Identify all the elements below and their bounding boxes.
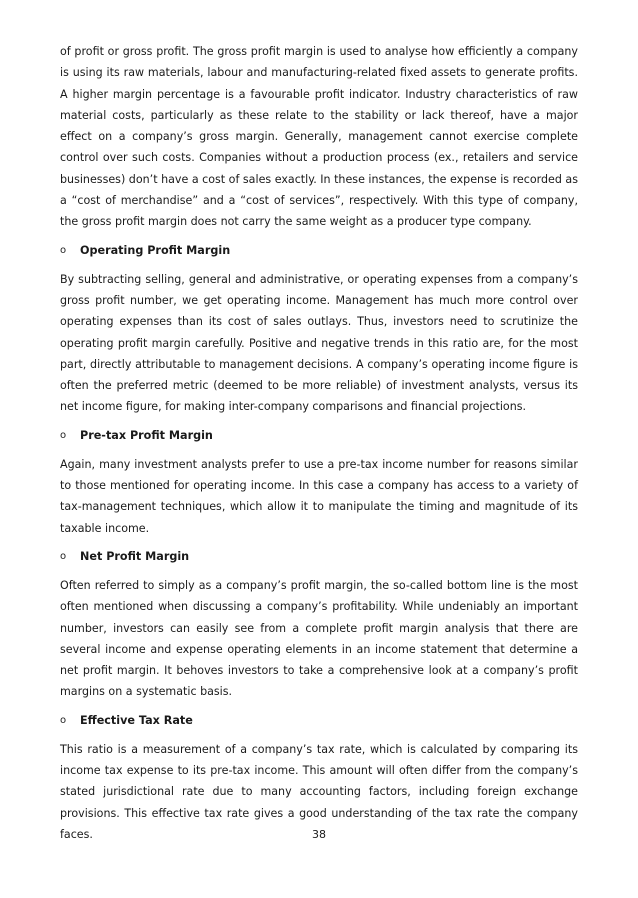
page-number: 38 xyxy=(312,828,326,841)
bullet-icon: o xyxy=(60,715,67,727)
section-heading-operating-profit-margin xyxy=(60,242,578,260)
bullet-icon: o xyxy=(60,551,67,563)
document-page xyxy=(60,41,578,845)
section-heading-pre-tax-profit-margin xyxy=(60,427,578,445)
section-heading-net-profit-margin xyxy=(60,548,578,566)
section-heading-effective-tax-rate xyxy=(60,712,578,730)
section-heading-label: Operating Profit Margin xyxy=(80,244,231,258)
section-body-effective-tax-rate: This ratio is a measurement of a company’s tax rate, which is calculated by comparing its income tax expense to its pre-tax income. This amount will often differ from the company’s stated jurisdictional rate due to many accounting factors, including foreign exchange provisions. This effective tax rate gives a good understanding of the tax rate the company faces. xyxy=(60,742,578,841)
intro-paragraph: of profit or gross profit. The gross profit margin is used to analyse how efficiently a company is using its raw materials, labour and manufacturing-related fixed assets to generate profits. A higher margin percentage is a favourable profit indicator. Industry characteristics of raw material costs, particularly as these relate to the stability or lack thereof, have a major effect on a company’s gross margin. Generally, management cannot exercise complete control over such costs. Companies without a production process (ex., retailers and service businesses) don’t have a cost of sales exactly. In these instances, the expense is recorded as a “cost of merchandise” and a “cost of services”, respectively. With this type of company, the gross profit margin does not carry the same weight as a producer type company. xyxy=(60,45,579,229)
bullet-icon: o xyxy=(60,245,67,257)
section-heading-label: Effective Tax Rate xyxy=(80,714,193,728)
section-body-net-profit-margin: Often referred to simply as a company’s profit margin, the so-called bottom line is the most often mentioned when discussing a company’s profitability. While undeniably an important number, investors can easily see from a complete profit margin analysis that there are several income and expense operating elements in an income statement that determine a net profit margin. It behoves investors to take a comprehensive look at a company’s profit margins on a systematic basis. xyxy=(60,578,578,699)
section-heading-label: Pre-tax Profit Margin xyxy=(80,429,213,443)
bullet-icon: o xyxy=(60,430,67,442)
section-heading-label: Net Profit Margin xyxy=(80,550,190,564)
section-body-operating-profit-margin: By subtracting selling, general and administrative, or operating expenses from a company’s gross profit number, we get operating income. Management has much more control over operating expenses than its cost of sales outlays. Thus, investors need to scrutinize the operating profit margin carefully. Positive and negative trends in this ratio are, for the most part, directly attributable to management decisions. A company’s operating income figure is often the preferred metric (deemed to be more reliable) of investment analysts, versus its net income figure, for making inter-company comparisons and financial projections. xyxy=(60,272,578,414)
section-body-pre-tax-profit-margin: Again, many investment analysts prefer to use a pre-tax income number for reasons similar to those mentioned for operating income. In this case a company has access to a variety of tax-management techniques, which allow it to manipulate the timing and magnitude of its taxable income. xyxy=(60,457,578,535)
